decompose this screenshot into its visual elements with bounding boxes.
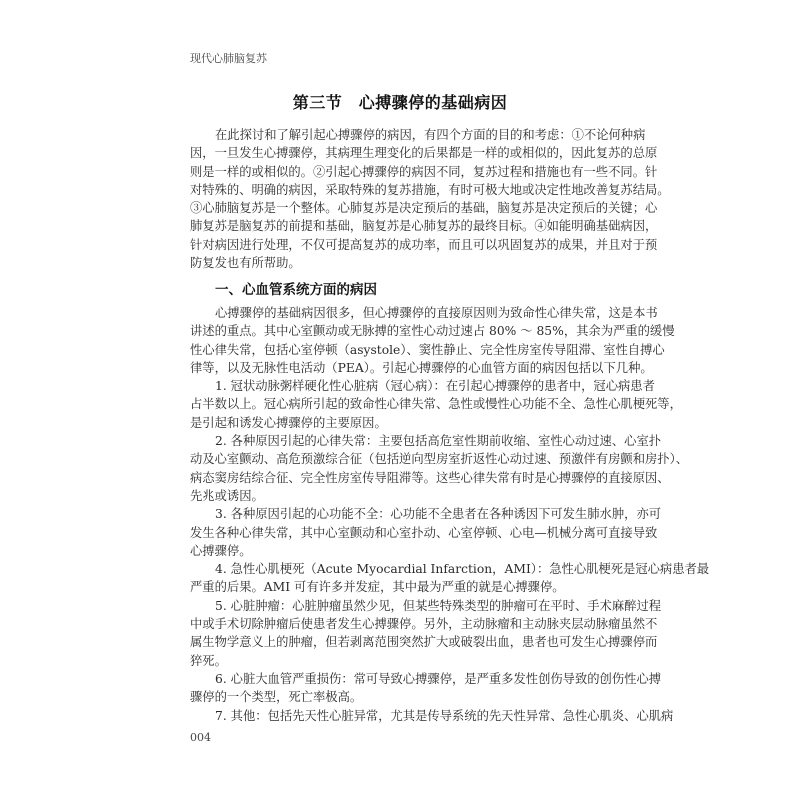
text-line: 因，一旦发生心搏骤停，其病理生理变化的后果都是一样的或相似的，因此复苏的总原 (190, 146, 658, 161)
paragraph (190, 707, 674, 725)
text-line: 则是一样的或相似的。②引起心搏骤停的病因不同，复苏过程和措施也有一些不同。针 (190, 164, 658, 179)
text-line: ③心肺脑复苏是一个整体。心肺复苏是决定预后的基础，脑复苏是决定预后的关键；心 (190, 201, 658, 216)
text-line: 骤停的一个类型，死亡率极高。 (190, 690, 363, 705)
text-line: 猝死。 (190, 653, 227, 668)
text-line: 心搏骤停的基础病因很多，但心搏骤停的直接原因则为致命性心律失常，这是本书 (215, 306, 658, 320)
paragraph (190, 432, 689, 505)
text-line: 动及心室颤动、高危预激综合征（包括逆向型房室折返性心动过速、预激伴有房颤和房扑）、 (190, 452, 689, 467)
page-number: 004 (190, 731, 211, 744)
text-line: 严重的后果。AMI 可有许多并发症，其中最为严重的就是心搏骤停。 (190, 580, 565, 595)
text-line: 病态窦房结综合征、完全性房室传导阻滞等。这些心律失常有时是心搏骤停的直接原因、 (190, 470, 670, 485)
text-line: 2. 各种原因引起的心律失常：主要包括高危室性期前收缩、室性心动过速、心室扑 (215, 434, 662, 449)
text-line: 占半数以上。冠心病所引起的致命性心律失常、急性或慢性心功能不全、急性心肌梗死等， (190, 397, 682, 412)
text-line: 防复发也有所帮助。 (190, 256, 301, 271)
text-line: 针对病因进行处理，不仅可提高复苏的成功率，而且可以巩固复苏的成果，并且对于预 (190, 237, 658, 252)
running-head: 现代心肺脑复苏 (190, 52, 267, 65)
text-line: 心搏骤停。 (190, 543, 252, 558)
text-line: 是引起和诱发心搏骤停的主要原因。 (190, 415, 387, 430)
text-line: 性心律失常，包括心室停顿（asystole）、窦性静止、完全性房室传导阻滞、室性自搏心 (190, 342, 665, 357)
text-line: 在此探讨和了解引起心搏骤停的病因，有四个方面的目的和考虑：①不论何种病 (215, 128, 646, 142)
intro-paragraph (190, 126, 670, 272)
text-line: 律等，以及无脉性电活动（PEA）。引起心搏骤停的心血管方面的病因包括以下几种。 (190, 360, 653, 375)
text-line: 肺复苏是脑复苏的前提和基础，脑复苏是心肺复苏的最终目标。④如能明确基础病因， (190, 219, 658, 234)
text-line: 7. 其他：包括先天性心脏异常，尤其是传导系统的先天性异常、急性心肌炎、心肌病 (215, 708, 674, 723)
text-line: 讲述的重点。其中心室颤动或无脉搏的室性心动过速占 80% ～ 85%，其余为严重的缓慢 (190, 324, 675, 339)
text-line: 4. 急性心肌梗死（Acute Myocardial Infarction，AMI）：急性心肌梗死是冠心病患者最 (215, 562, 710, 577)
text-line: 对特殊的、明确的病因，采取特殊的复苏措施，有时可极大地或决定性地改善复苏结局。 (190, 182, 670, 197)
text-line: 中或手术切除肿瘤后使患者发生心搏骤停。另外，主动脉瘤和主动脉夹层动脉瘤虽然不 (190, 617, 658, 632)
paragraph (190, 670, 662, 707)
text-line: 3. 各种原因引起的心功能不全：心功能不全患者在各种诱因下可发生肺水肿，亦可 (215, 507, 662, 522)
paragraph (190, 505, 662, 560)
text-line: 5. 心脏肿瘤：心脏肿瘤虽然少见，但某些特殊类型的肿瘤可在平时、手术麻醉过程 (215, 598, 662, 613)
text-line: 1. 冠状动脉粥样硬化性心脏病（冠心病）：在引起心搏骤停的患者中，冠心病患者 (215, 379, 655, 394)
section-title: 第三节 心搏骤停的基础病因 (292, 93, 508, 112)
paragraph (190, 597, 662, 670)
text-line: 属生物学意义上的肿瘤，但若剥离范围突然扩大或破裂出血，患者也可发生心搏骤停而 (190, 635, 658, 650)
text-line: 发生各种心律失常，其中心室颤动和心室扑动、心室停顿、心电—机械分离可直接导致 (190, 525, 658, 540)
paragraph (190, 304, 675, 377)
text-line: 6. 心脏大血管严重损伤：常可导致心搏骤停，是严重多发性创伤导致的创伤性心搏 (215, 671, 662, 686)
paragraph (190, 560, 710, 597)
text-line: 先兆或诱因。 (190, 488, 264, 503)
subheading: 一、心血管系统方面的病因 (215, 282, 377, 298)
body-text (190, 304, 710, 725)
paragraph (190, 377, 682, 432)
